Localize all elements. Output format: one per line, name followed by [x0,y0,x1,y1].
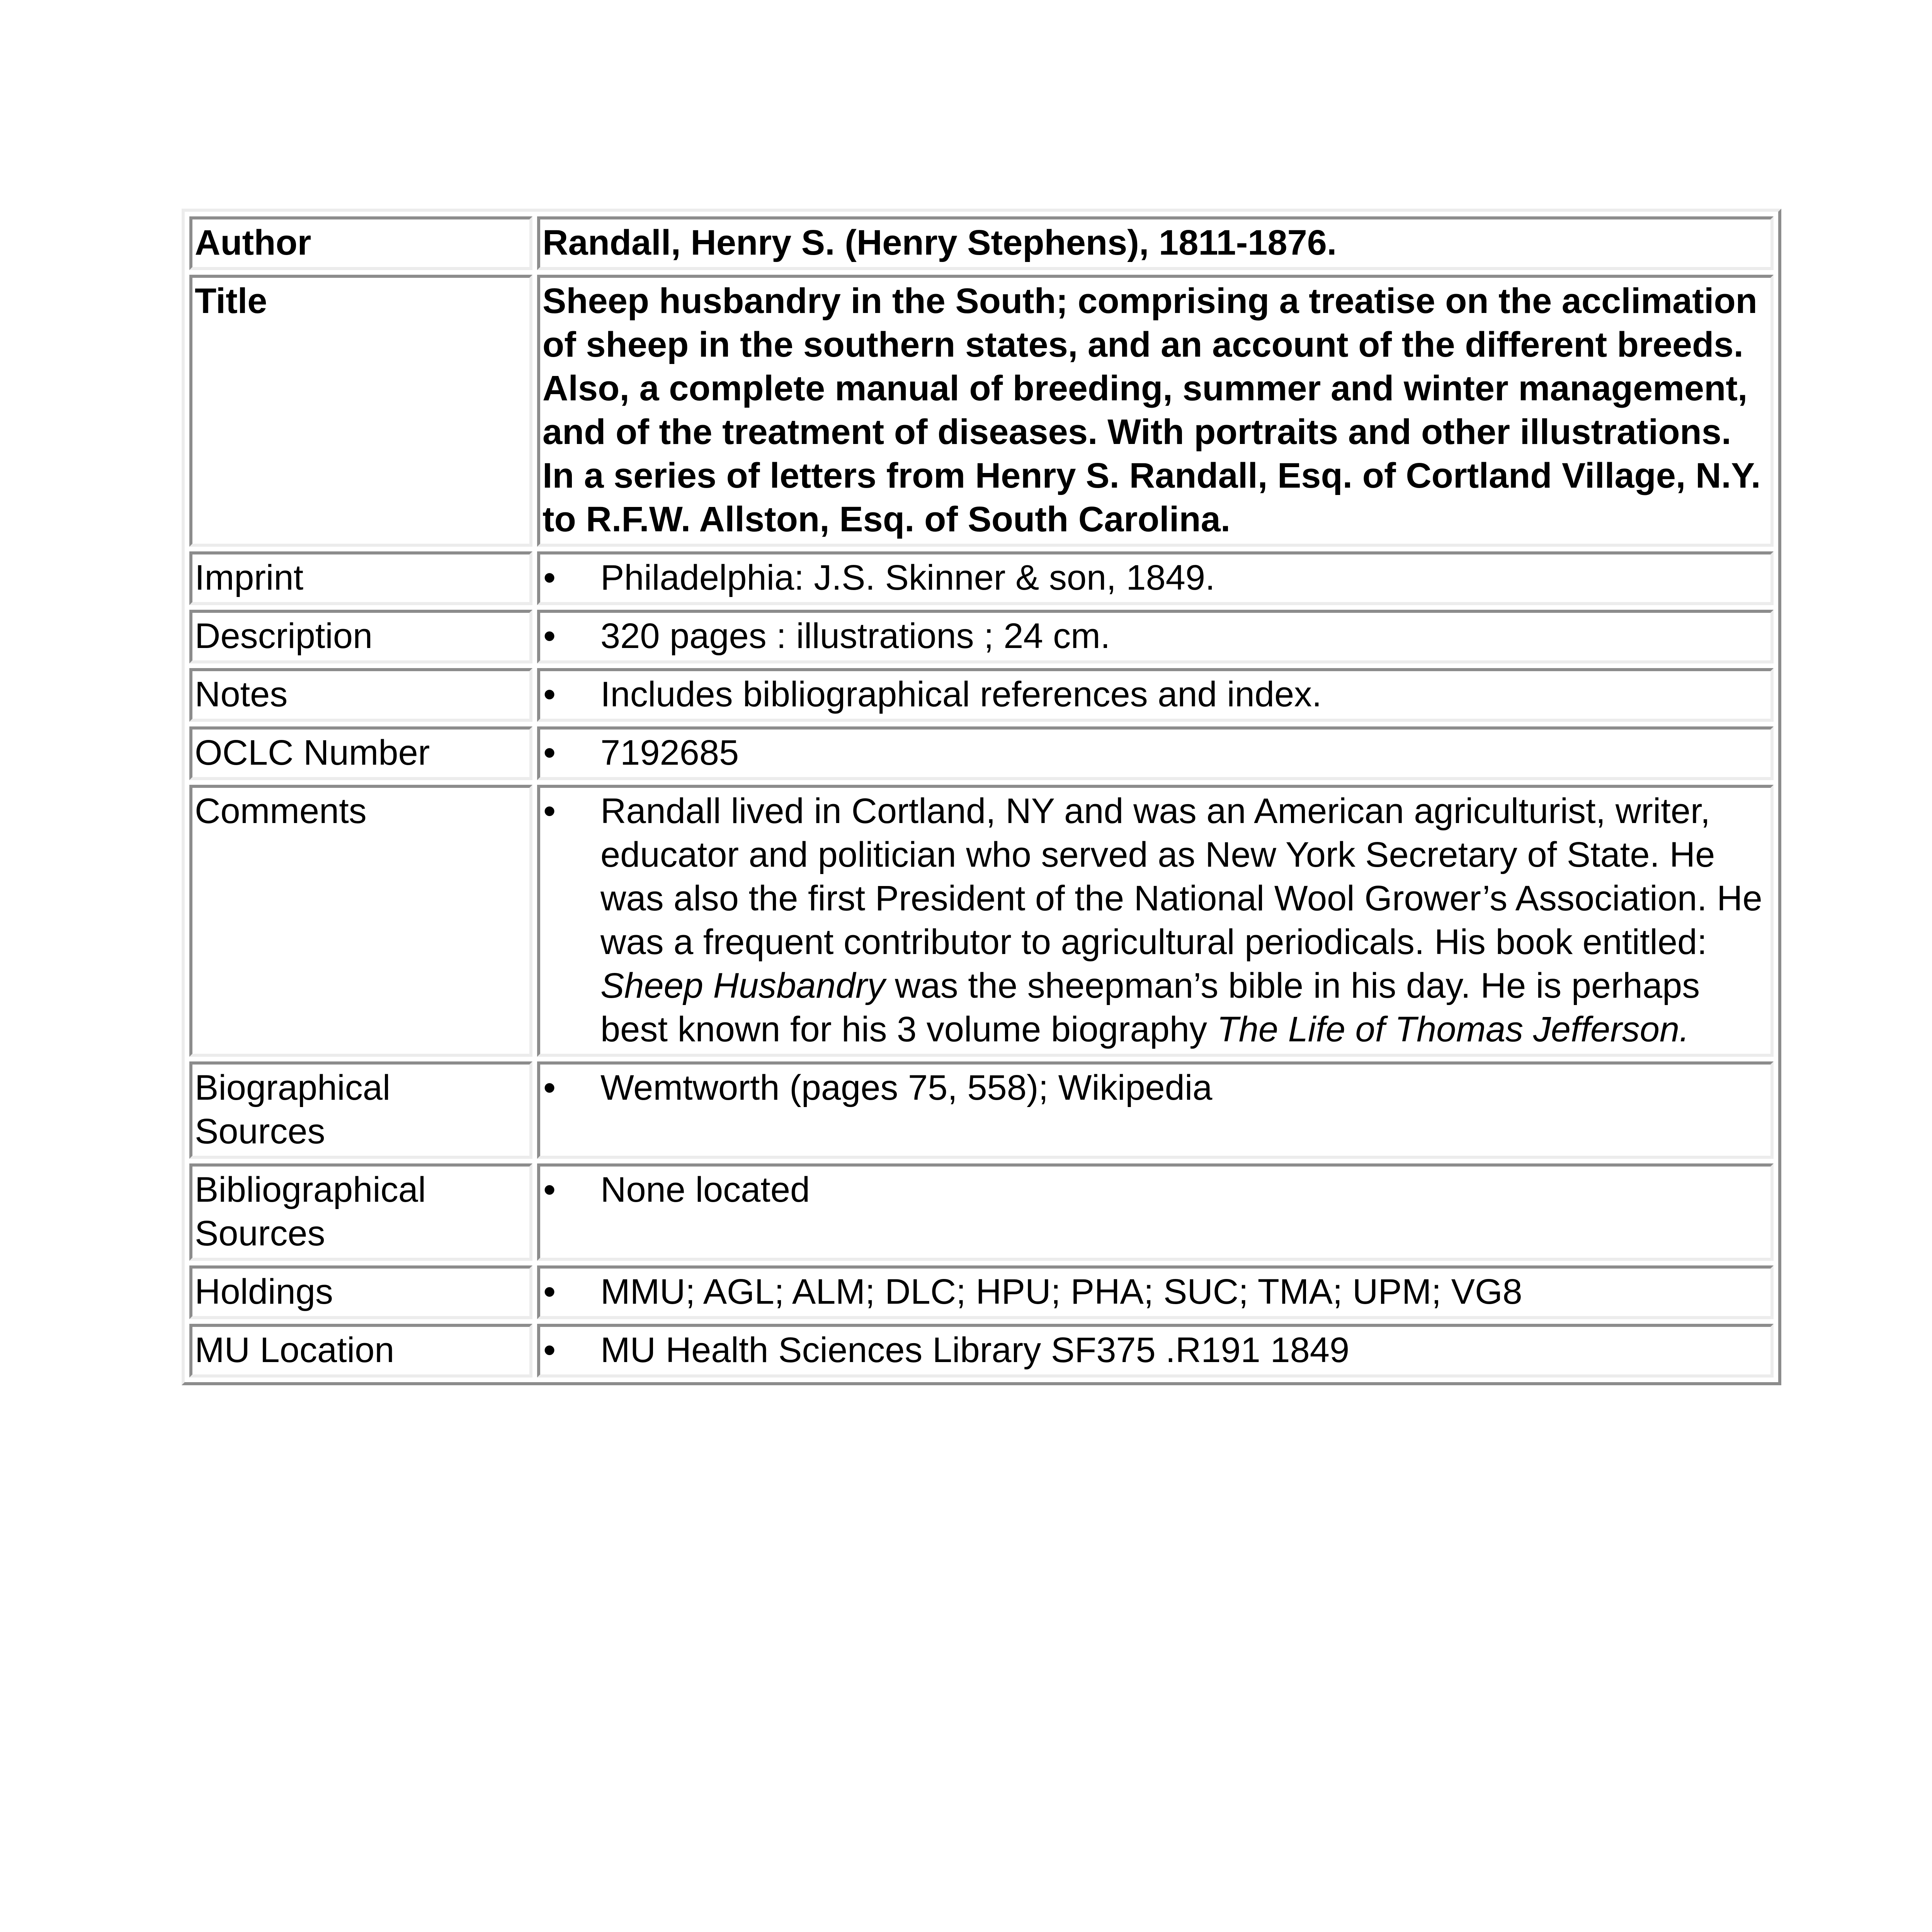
notes-label: Notes [189,668,532,722]
imprint-value: Philadelphia: J.S. Skinner & son, 1849. [600,558,1215,597]
comments-cell [537,785,1774,1057]
oclc-cell [537,726,1774,780]
oclc-label: OCLC Number [189,726,532,780]
row-author [189,216,1774,270]
description-cell [537,610,1774,663]
holdings-cell [537,1265,1774,1319]
description-list [543,614,1768,658]
biographical-sources-value: Wemtworth (pages 75, 558); Wikipedia [600,1068,1213,1107]
imprint-item [543,556,1768,600]
bullet-icon: • [543,616,556,656]
row-imprint [189,551,1774,605]
bibliographical-sources-cell [537,1163,1774,1261]
mu-location-label: MU Location [189,1324,532,1378]
comments-text-2: was the sheepman’s bible in his day. He is perhaps best known for his 3 volume biography [600,966,1700,1049]
bullet-icon: • [543,558,556,597]
biographical-sources-label: Biographical Sources [189,1061,532,1159]
row-holdings [189,1265,1774,1319]
notes-item [543,673,1768,716]
oclc-value: 7192685 [600,733,739,772]
row-bibliographical-sources [189,1163,1774,1261]
imprint-list [543,556,1768,600]
holdings-list [543,1270,1768,1314]
bibliographical-sources-list [543,1168,1768,1212]
notes-cell [537,668,1774,722]
comments-book-title: Sheep Husbandry [600,966,885,1005]
oclc-item [543,731,1768,775]
holdings-item [543,1270,1768,1314]
bullet-icon: • [543,1330,556,1370]
bullet-icon: • [543,1170,556,1209]
title-label: Title [189,275,532,547]
notes-list [543,673,1768,716]
catalog-record-table [182,209,1781,1385]
mu-location-cell [537,1324,1774,1378]
bullet-icon: • [543,1272,556,1311]
bullet-icon: • [543,791,556,831]
description-value: 320 pages : illustrations ; 24 cm. [600,616,1111,656]
row-oclc-number [189,726,1774,780]
comments-list [543,789,1768,1051]
biographical-sources-list [543,1066,1768,1110]
bibliographical-sources-value: None located [600,1170,810,1209]
description-label: Description [189,610,532,663]
row-comments [189,785,1774,1057]
bibliographical-sources-item [543,1168,1768,1212]
row-notes [189,668,1774,722]
author-label: Author [189,216,532,270]
biographical-sources-item [543,1066,1768,1110]
comments-biography-title: The Life of Thomas Jefferson. [1217,1010,1689,1049]
bullet-icon: • [543,675,556,714]
row-biographical-sources [189,1061,1774,1159]
comments-label: Comments [189,785,532,1057]
row-title [189,275,1774,547]
comments-text-1: Randall lived in Cortland, NY and was an American agriculturist, writer, educator and politician who served as New York Secretary of State. He was also the first President of the National Wool Grower’s Association. He was a frequent contributor to agricultural periodicals. His book entitled: [600,791,1762,962]
bullet-icon: • [543,1068,556,1107]
bullet-icon: • [543,733,556,772]
mu-location-item [543,1328,1768,1372]
holdings-value: MMU; AGL; ALM; DLC; HPU; PHA; SUC; TMA; UPM; VG8 [600,1272,1522,1311]
notes-value: Includes bibliographical references and index. [600,675,1322,714]
oclc-list [543,731,1768,775]
imprint-cell [537,551,1774,605]
comments-item [543,789,1768,1051]
mu-location-value: MU Health Sciences Library SF375 .R191 1849 [600,1330,1350,1370]
row-description [189,610,1774,663]
imprint-label: Imprint [189,551,532,605]
row-mu-location [189,1324,1774,1378]
description-item [543,614,1768,658]
title-value: Sheep husbandry in the South; comprising a treatise on the acclimation of sheep in the southern states, and an account of the different breeds. Also, a complete manual of breeding, summer and winter management, and of the treatment of diseases. With portraits and other illustrations. In a series of letters from Henry S. Randall, Esq. of Cortland Village, N.Y. to R.F.W. Allston, Esq. of South Carolina. [537,275,1774,547]
holdings-label: Holdings [189,1265,532,1319]
mu-location-list [543,1328,1768,1372]
biographical-sources-cell [537,1061,1774,1159]
bibliographical-sources-label: Bibliographical Sources [189,1163,532,1261]
author-value: Randall, Henry S. (Henry Stephens), 1811-1876. [537,216,1774,270]
